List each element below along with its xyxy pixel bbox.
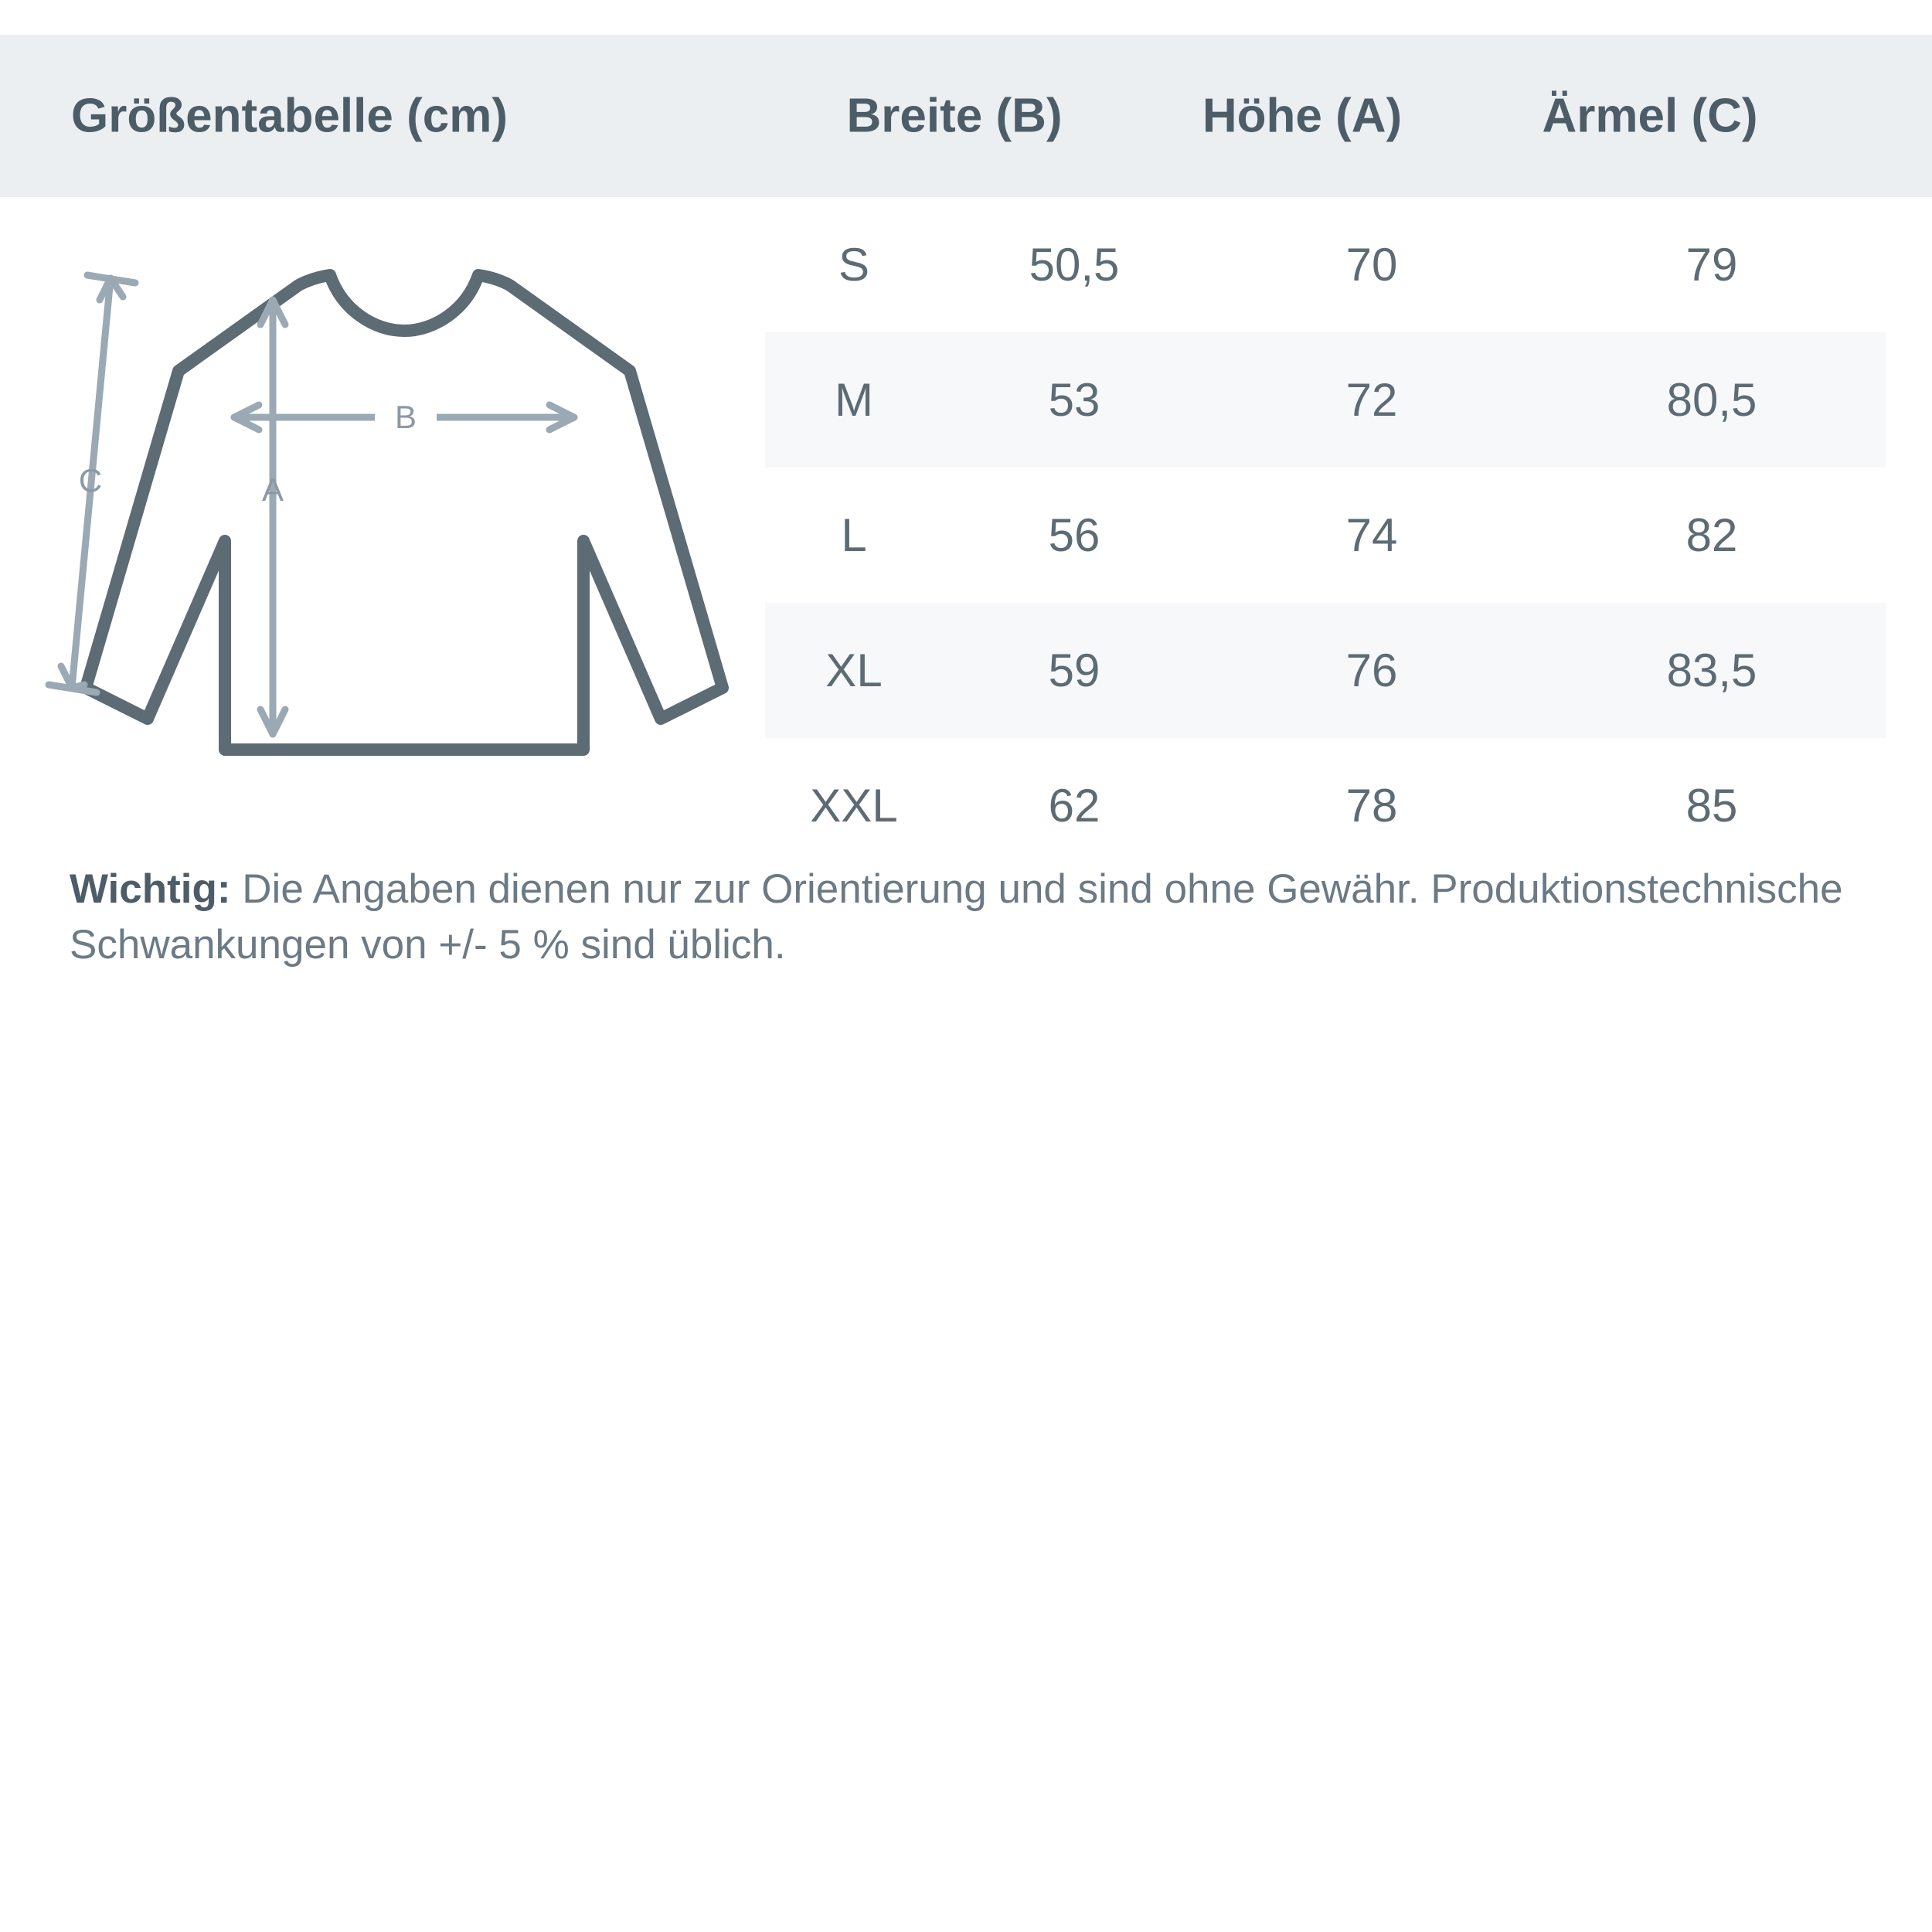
cell-height: 76 (1345, 645, 1398, 696)
table-row (765, 738, 1886, 873)
column-headers (773, 89, 1870, 144)
cell-size: S (838, 239, 870, 291)
cell-size: M (835, 374, 873, 426)
cell-sleeve: 83,5 (1666, 645, 1757, 696)
table-row (765, 332, 1886, 468)
column-header-width: Breite (B) (846, 89, 1063, 143)
diagram-label-b: B (394, 399, 417, 435)
cell-sleeve: 79 (1685, 239, 1738, 291)
cell-sleeve: 82 (1685, 509, 1738, 561)
size-table (765, 197, 1886, 873)
cell-height: 74 (1345, 509, 1398, 561)
disclaimer-text: Die Angaben dienen nur zur Orientierung und sind ohne Gewähr. Produktionstechnische Schwankungen von +/- 5 % sind üblich. (70, 866, 1843, 968)
cell-height: 70 (1345, 239, 1398, 291)
table-row (765, 603, 1886, 738)
table-row (765, 468, 1886, 603)
cell-width: 59 (1048, 645, 1100, 696)
diagram-label-c: C (78, 462, 103, 498)
cell-width: 62 (1048, 780, 1100, 832)
cell-width: 50,5 (1029, 239, 1120, 291)
cell-sleeve: 85 (1685, 780, 1738, 832)
garment-diagram (43, 255, 761, 811)
page-title: Größentabelle (cm) (71, 89, 508, 143)
cell-size: XL (825, 645, 883, 696)
cell-sleeve: 80,5 (1666, 374, 1757, 426)
disclaimer-label: Wichtig: (70, 866, 231, 912)
cell-height: 78 (1345, 780, 1398, 832)
disclaimer-note (70, 862, 1870, 972)
size-chart-header (0, 35, 1932, 197)
column-header-sleeve: Ärmel (C) (1542, 89, 1758, 143)
dimension-line-a (260, 300, 285, 734)
shirt-outline-icon (86, 275, 723, 750)
table-row (765, 197, 1886, 332)
cell-width: 56 (1048, 509, 1100, 561)
cell-height: 72 (1345, 374, 1398, 426)
cell-width: 53 (1048, 374, 1100, 426)
cell-size: XXL (810, 780, 898, 832)
cell-size: L (841, 509, 867, 561)
column-header-height: Höhe (A) (1202, 89, 1403, 143)
diagram-label-a: A (261, 471, 284, 508)
